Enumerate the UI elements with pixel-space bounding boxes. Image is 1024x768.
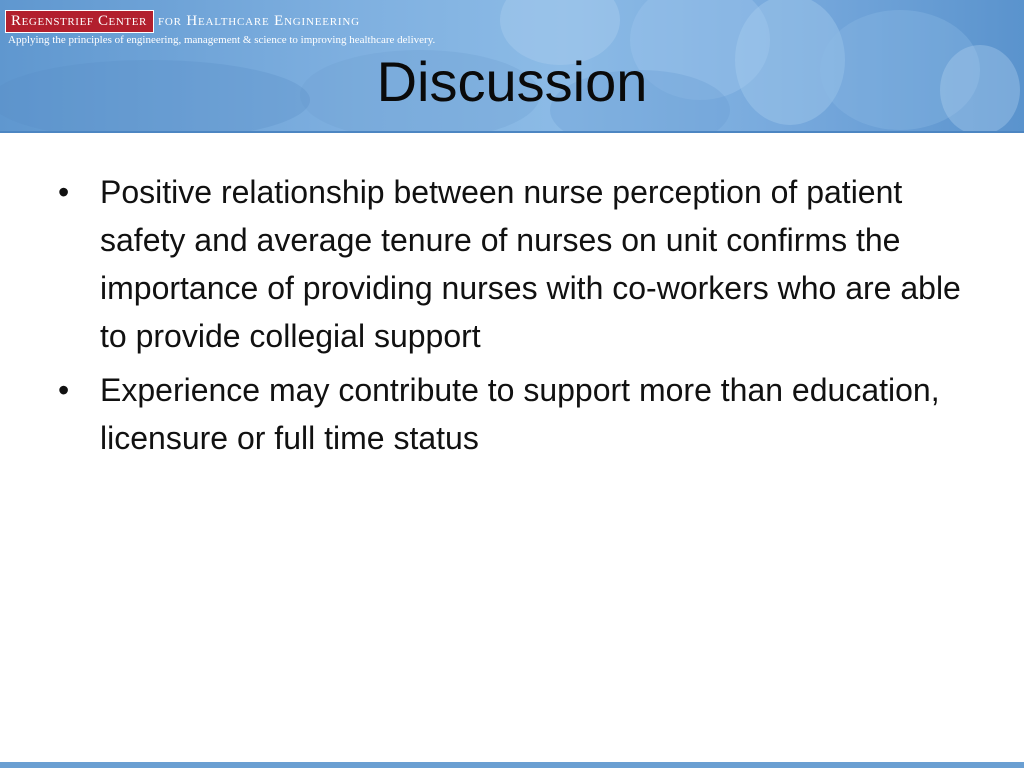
bullet-item	[58, 366, 968, 462]
bullet-dot-icon: •	[58, 174, 70, 210]
header-divider	[0, 131, 1024, 133]
brand-logo	[5, 10, 360, 32]
bullet-item	[58, 168, 968, 360]
bullet-text: Experience may contribute to support more than education, licensure or full time status	[100, 372, 940, 456]
footer-bar	[0, 762, 1024, 768]
brand-tagline: Applying the principles of engineering, management & science to improving healthcare delivery.	[8, 34, 436, 46]
brand-main-text: Regenstrief Center	[5, 10, 154, 33]
bullet-list	[58, 168, 968, 468]
bullet-text: Positive relationship between nurse perception of patient safety and average tenure of nurses on unit confirms the importance of providing nurses with co-workers who are able to provide collegial support	[100, 174, 961, 354]
bullet-dot-icon: •	[58, 372, 70, 408]
brand-secondary-text: for Healthcare Engineering	[158, 12, 360, 29]
slide-title: Discussion	[376, 50, 648, 113]
